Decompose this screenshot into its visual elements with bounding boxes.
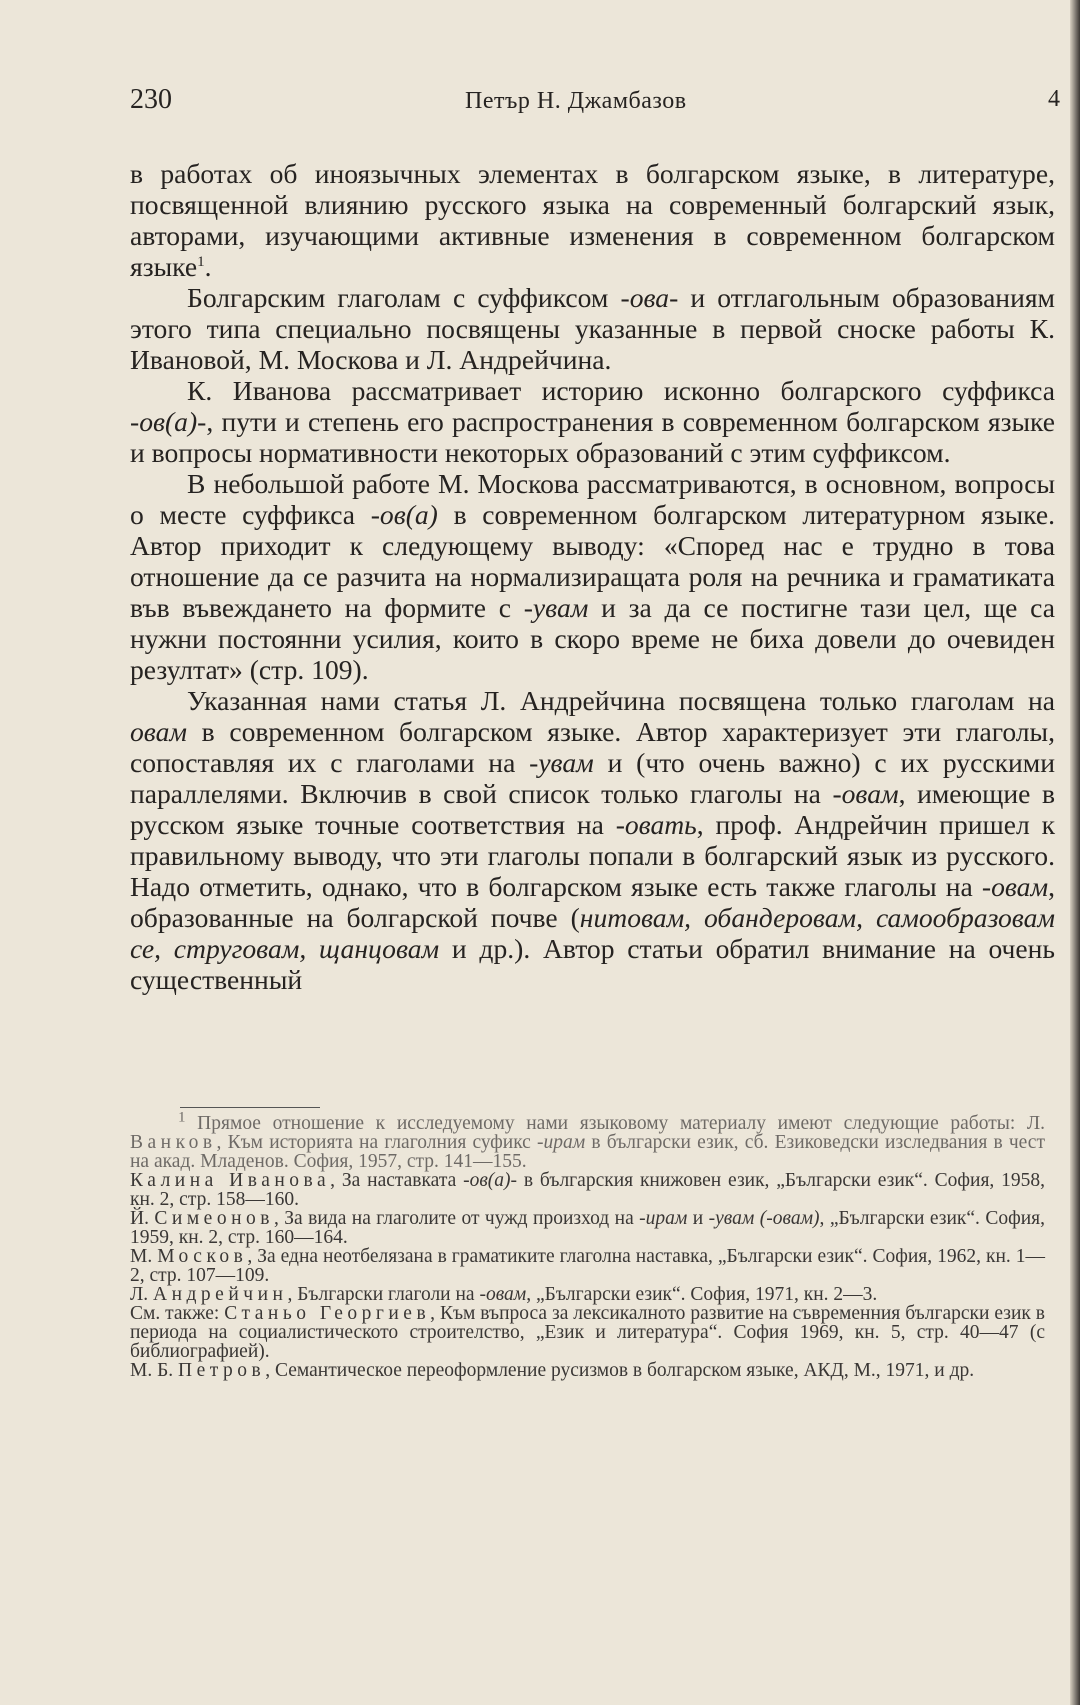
footnote-3: Й. Симеонов, За вида на глаголите от чужд произход на -ирам и -увам (-овам), „Български език“. София, 1959, кн. 2, стр. 160—164.	[130, 1208, 1046, 1248]
running-head: Петър Н. Джамбазов	[465, 88, 687, 114]
book-spine-shadow	[1070, 0, 1080, 1705]
footnotes	[130, 1109, 1046, 1381]
footnote-ref: 1	[197, 253, 205, 270]
footnote-rule	[180, 1107, 320, 1108]
footnote-1: $^1$ Прямое отношение к исследуемому нами языковому материалу имеют следующие работы: Л. Ванков, Към историята на глаголния суфикс -ирам в български език, сб. Езиковедски изследвания в чест на акад. Младенов. София, 1957, стр. 141—155.	[130, 1109, 1046, 1172]
paragraph-1: в работах об иноязычных элементах в болгарском языке, в литературе, посвященной влиянию русского языка на современный болгарский язык, авторами, изучающими активные изменения в современном болгарском языке$^1$.	[130, 158, 1055, 282]
main-text	[130, 158, 1055, 995]
page-number: 230	[130, 84, 172, 115]
footnote-6: См. также: Станьо Георгиев, Към въпроса за лексикалното развитие на съвременния български език в периода на социалистическото строителство, „Език и литература“. София 1969, кн. 5, стр. 40—47 (с библиографией).	[130, 1303, 1045, 1362]
footnote-4: М. Москов, За една неотбелязана в граматиките глаголна наставка, „Български език“. София, 1962, кн. 1—2, стр. 107—109.	[130, 1246, 1045, 1286]
paragraph-4: В небольшой работе М. Москова рассматриваются, в основном, вопросы о месте суффикса -ов(а) в современном болгарском литературном языке. Автор приходит к следующему выводу: «Според нас е трудно в това отношение да се разчита на нормализиращата роля на речника и граматиката във въвеждането на формите с -увам и за да се постигне тази цел, ще са нужни постоянни усилия, които в скоро време не биха довели до очевиден резултат» (стр. 109).	[130, 468, 1055, 685]
footnote-7: М. Б. Петров, Семантическое переоформление русизмов в болгарском языке, АКД, М., 1971, и др.	[130, 1360, 975, 1381]
paragraph-5: Указанная нами статья Л. Андрейчина посвящена только глаголам на овам в современном болгарском языке. Автор характеризует эти глаголы, сопоставляя их с глаголами на -увам и (что очень важно) с их русскими параллелями. Включив в свой список только глаголы на -овам, имеющие в русском языке точные соответствия на -овать, проф. Андрейчин пришел к правильному выводу, что эти глаголы попали в болгарский язык из русского. Надо отметить, однако, что в болгарском языке есть также глаголы на -овам, образованные на болгарской почве (нитовам, обандеровам, самообразовам се, струговам, щанцовам и др.). Автор статьи обратил внимание на очень существенный	[130, 685, 1056, 995]
corner-mark: 4	[1048, 86, 1060, 112]
paragraph-3: К. Иванова рассматривает историю исконно болгарского суффикса -ов(а)-, пути и степень его распространения в современном болгарском языке и вопросы нормативности некоторых образований с этим суффиксом.	[130, 375, 1055, 468]
footnote-5: Л. Андрейчин, Български глаголи на -овам, „Български език“. София, 1971, кн. 2—3.	[130, 1284, 878, 1305]
page-header	[130, 84, 1060, 124]
paragraph-2: Болгарским глаголам с суффиксом -ова- и отглагольным образованиям этого типа специально посвящены указанные в первой сноске работы К. Ивановой, М. Москова и Л. Андрейчина.	[130, 282, 1056, 375]
footnote-2: Калина Иванова, За наставката -ов(а)- в българския книжовен език, „Български език“. София, 1958, кн. 2, стр. 158—160.	[130, 1170, 1046, 1210]
